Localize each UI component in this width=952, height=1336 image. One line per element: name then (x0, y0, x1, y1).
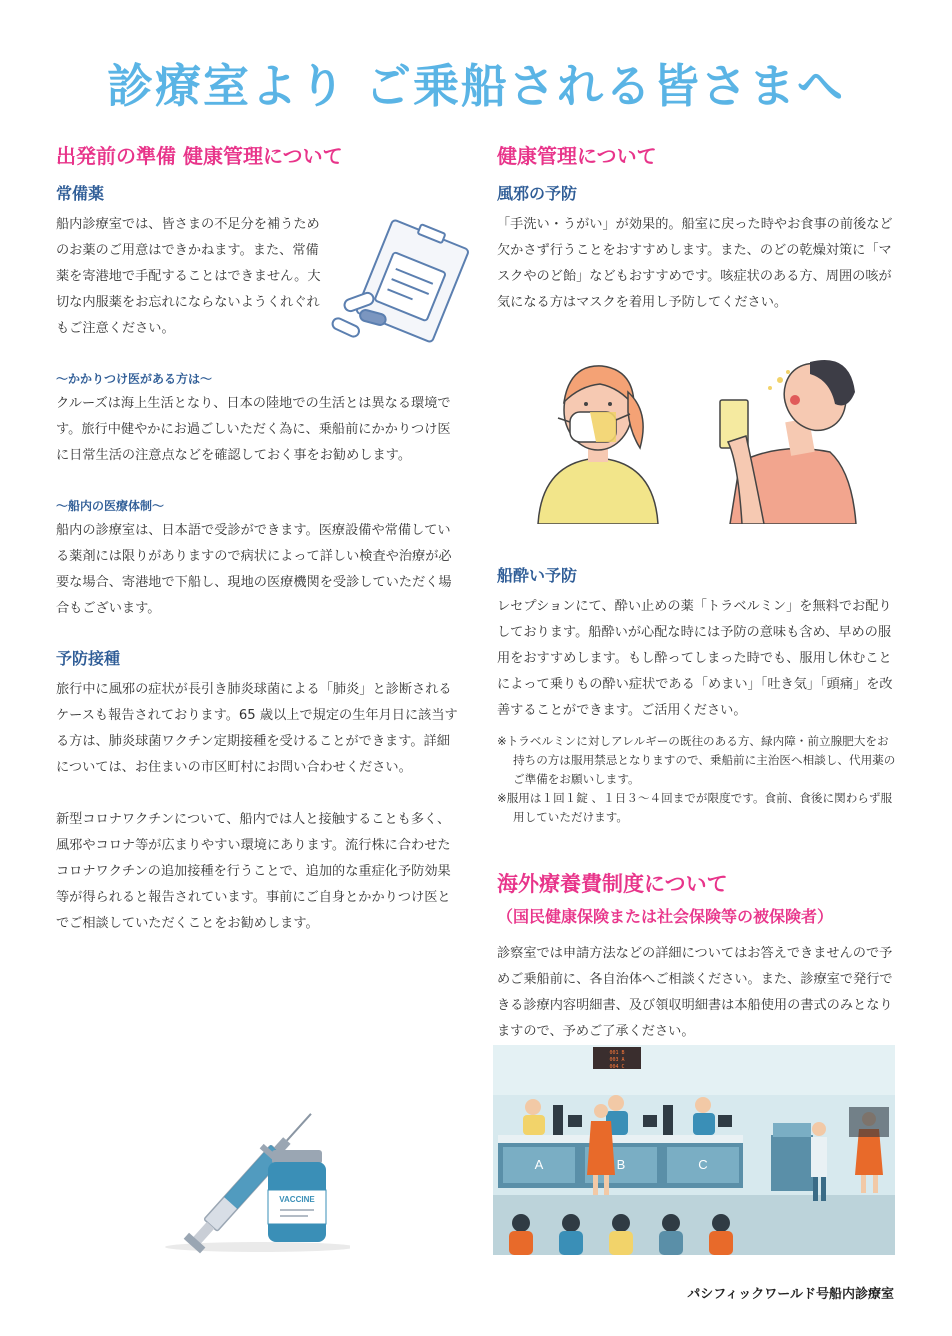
display-row-2: 003 A (609, 1057, 625, 1063)
seasick-heading: 船酔い予防 (497, 566, 578, 585)
left-section-heading: 出発前の準備 健康管理について (56, 144, 343, 168)
regular-medicine-text: 船内診療室では、皆さまの不足分を補うためのお薬のご用意はできかねます。また、常備薬を寄港地で手配することはできません。大切な内服薬をお忘れにならないようくれぐれもご注意ください。 (56, 217, 321, 336)
syringe-vaccine-illustration (160, 1090, 350, 1255)
display-row-3: 004 C (609, 1064, 625, 1070)
overseas-heading: 海外療養費制度について (497, 872, 728, 896)
medical-system-text: 船内の診療室は、日本語で受診ができます。医療設備や常備している薬剤には限りがありますので病状によって詳しい検査や治療が必要な場合、寄港地で下船し、現地の医療機関を受診していただく場合もございます。 (56, 523, 452, 616)
footer-signature: パシフィックワールド号船内診療室 (687, 1287, 894, 1302)
right-section-heading: 健康管理について (497, 144, 657, 168)
counter-b: B (616, 1157, 626, 1172)
right-column (497, 140, 897, 316)
display-row-1: 001 B (609, 1050, 625, 1056)
mask-woman-illustration (538, 366, 658, 524)
counter-a: A (534, 1157, 544, 1172)
overseas-text: 診察室では申請方法などの詳細についてはお答えできませんので予めご乗船前に、各自治体へご相談ください。また、診療室で発行できる診療内容明細書、及び領収明細書は本船使用の書式のみとなりますので、予めご了承ください。 (497, 946, 893, 1039)
page-title: 診療室より ご乗船される皆さまへ (106, 59, 845, 113)
vaccination-text-1: 旅行中に風邪の症状が長引き肺炎球菌による「肺炎」と診断されるケースも報告されております。65 歳以上で規定の生年月日に該当する方は、肺炎球菌ワクチン定期接種を受けることができます。詳細については、お住まいの市区町村にお問い合わせください。 (56, 682, 458, 775)
counter-c: C (698, 1157, 708, 1172)
cold-prevention-heading: 風邪の予防 (497, 184, 578, 203)
seasick-text: レセプションにて、酔い止めの薬「トラベルミン」を無料でお配りしております。船酔いが心配な時には予防の意味も含め、早めの服用をおすすめします。もし酔ってしまった時でも、服用し休むことによって乗りもの酔い症状である「めまい」「吐き気」「頭痛」を改善することができます。ご活用ください。 (497, 599, 893, 718)
seasick-note-2: ※服用は１回１錠 、１日３〜４回までが限度です。食前、食後に関わらず服用していただけます。 (497, 791, 893, 824)
family-doctor-heading: 〜かかりつけ医がある方は〜 (56, 372, 213, 386)
overseas-section (497, 868, 897, 1045)
vaccination-heading: 予防接種 (56, 649, 121, 668)
medicine-pack-illustration (330, 218, 470, 348)
medical-system-heading: 〜船内の医療体制〜 (56, 499, 165, 513)
vaccination-text-2: 新型コロナワクチンについて、船内では人と接触することも多く、風邪やコロナ等が広まりやすい環境にあります。流行株に合わせたコロナワクチンの追加接種を行うことで、追加的な重症化予防効果等が得られると報告されています。事前にご自身とかかりつけ医とでご相談していただくことをお勧めします。 (56, 812, 451, 931)
reception-illustration (493, 1045, 895, 1255)
cold-prevention-text: 「手洗い・うがい」が効果的。船室に戻った時やお食事の前後など欠かさず行うことをおすすめします。また、のどの乾燥対策に「マスクやのど飴」などもおすすめです。咳症状のある方、周囲の咳が気になる方はマスクを着用し予防してください。 (497, 217, 893, 310)
regular-medicine-heading: 常備薬 (56, 184, 105, 203)
overseas-subheading: （国民健康保険または社会保険等の被保険者） (497, 907, 834, 926)
health-illustration (530, 352, 870, 524)
seasick-section (497, 563, 897, 827)
seasick-note-1: ※トラベルミンに対しアレルギーの既往のある方、緑内障・前立腺肥大をお持ちの方は服用禁忌となりますので、乗船前に主治医へ相談し、代用薬のご準備をお願いします。 (497, 734, 896, 786)
gargling-man-illustration (720, 354, 857, 524)
vaccine-label: VACCINE (279, 1195, 315, 1204)
family-doctor-text: クルーズは海上生活となり、日本の陸地での生活とは異なる環境です。旅行中健やかにお過ごしいただく為に、乗船前にかかりつけ医に日常生活の注意点などを確認しておく事をお勧めします。 (56, 396, 451, 463)
